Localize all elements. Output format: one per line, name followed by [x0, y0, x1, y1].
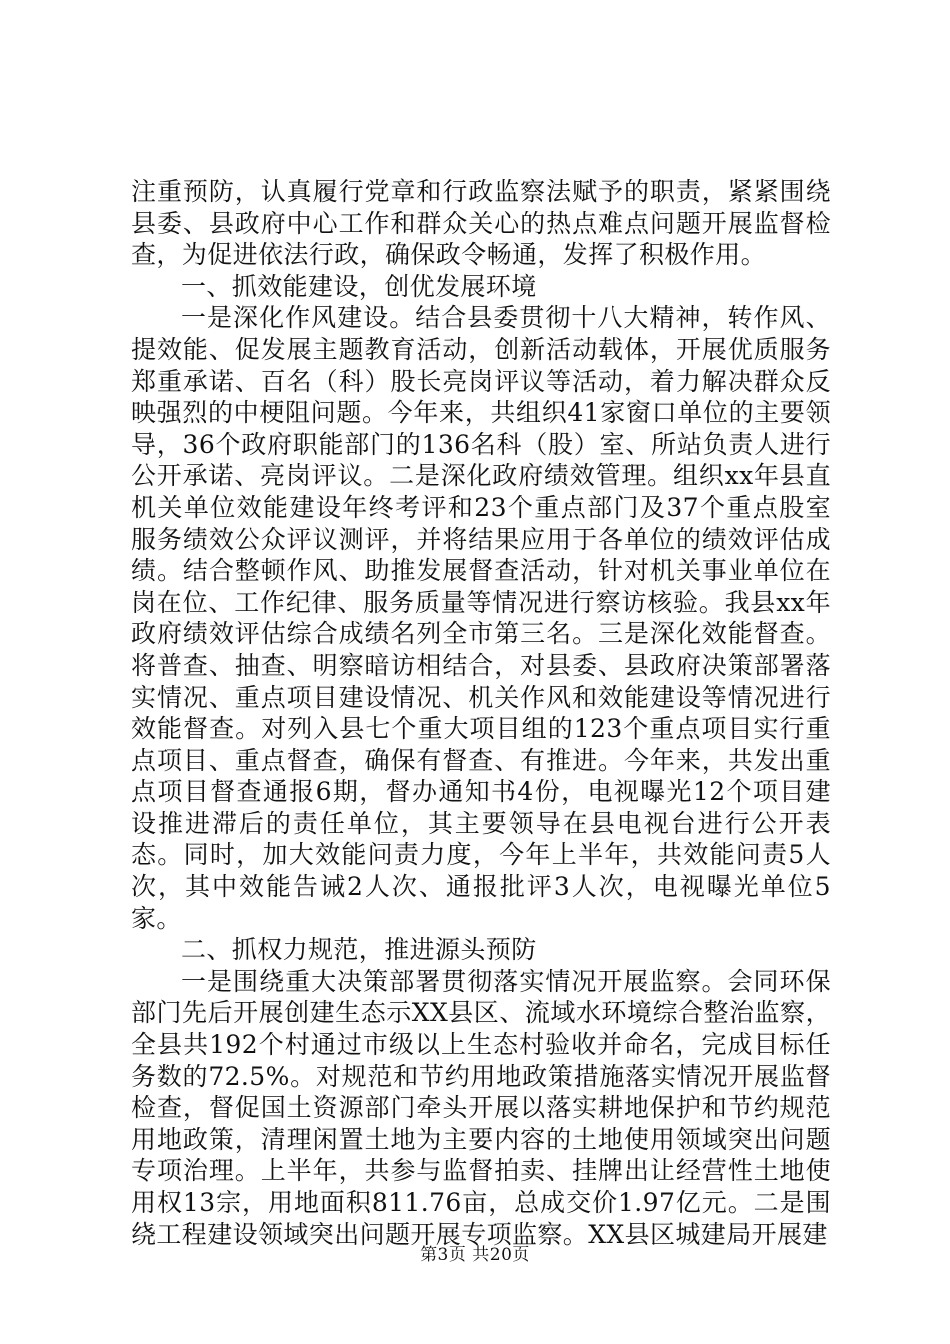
paragraph-efficiency-details: 一是深化作风建设。结合县委贯彻十八大精神，转作风、提效能、促发展主题教育活动，创新活动载体，开展优质服务郑重承诺、百名（科）股长亮岗评议等活动，着力解决群众反映强烈的中梗阻问题。今年来，共组织41家窗口单位的主要领导，36个政府职能部门的136名科（股）室、所站负责人进行公开承诺、亮岗评议。二是深化政府绩效管理。组织xx年县直机关单位效能建设年终考评和23个重点部门及37个重点股室服务绩效公众评议测评，并将结果应用于各单位的绩效评估成绩。结合整顿作风、助推发展督查活动，针对机关事业单位在岗在位、工作纪律、服务质量等情况进行察访核验。我县xx年政府绩效评估综合成绩名列全市第三名。三是深化效能督查。将普查、抽查、明察暗访相结合，对县委、县政府决策部署落实情况、重点项目建设情况、机关作风和效能建设等情况进行效能督查。对列入县七个重大项目组的123个重点项目实行重点项目、重点督查，确保有督查、有推进。今年来，共发出重点项目督查通报6期，督办通知书4份，电视曝光12个项目建设推进滞后的责任单位，其主要领导在县电视台进行公开表态。同时，加大效能问责力度，今年上半年，共效能问责5人次，其中效能告诫2人次、通报批评3人次，电视曝光单位5家。	[131, 303, 831, 933]
paragraph-power-regulation-details: 一是围绕重大决策部署贯彻落实情况开展监察。会同环保部门先后开展创建生态示XX县区、流域水环境综合整治监察，全县共192个村通过市级以上生态村验收并命名，完成目标任务数的72.5%。对规范和节约用地政策措施落实情况开展监督检查，督促国土资源部门牵头开展以落实耕地保护和节约规范用地政策，清理闲置土地为主要内容的土地使用领域突出问题专项治理。上半年，共参与监督拍卖、挂牌出让经营性土地使用权13宗，用地面积811.76亩，总成交价1.97亿元。二是围绕工程建设领域突出问题开展专项监察。XX县区城建局开展建	[131, 966, 831, 1249]
paragraph-intro: 注重预防，认真履行党章和行政监察法赋予的职责，紧紧围绕县委、县政府中心工作和群众关心的热点难点问题开展监督检查，为促进依法行政，确保政令畅通，发挥了积极作用。	[131, 177, 831, 270]
section-heading-efficiency: 一、抓效能建设，创优发展环境	[181, 271, 537, 301]
page-number-footer: 第3页 共20页	[420, 1245, 530, 1265]
document-body	[131, 176, 831, 1250]
section-heading-power-regulation: 二、抓权力规范，推进源头预防	[181, 935, 537, 965]
